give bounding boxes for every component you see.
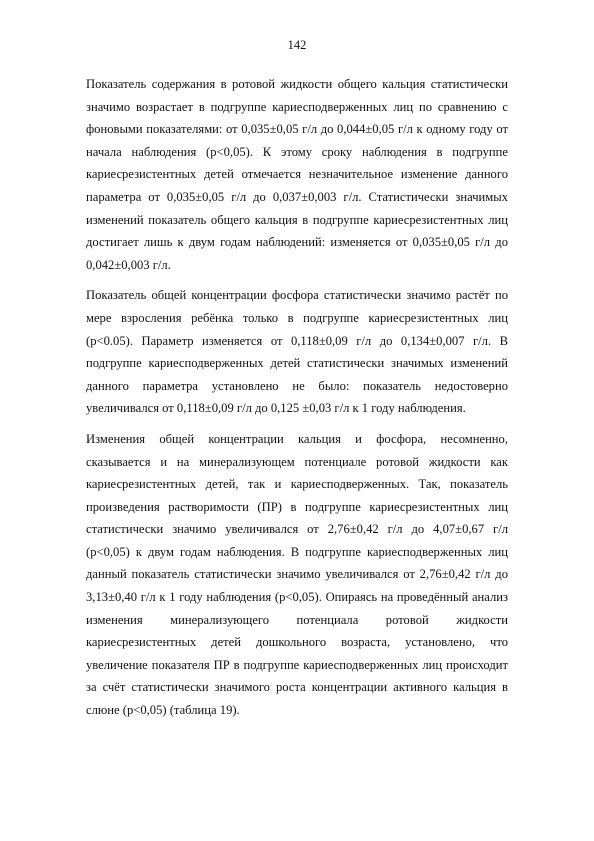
paragraph-solubility-product: Изменения общей концентрации кальция и фосфора, несомненно, сказывается и на минерализующем потенциале ротовой жидкости как кариесрезистентных детей, так и кариесподверженных. Так, показатель произведения растворимости (ПР) в подгруппе кариесрезистентных лиц статистически значимо увеличивался от 2,76±0,42 г/л до 4,07±0,67 г/л (р<0,05) к двум годам наблюдения. В подгруппе кариесподверженных лиц данный показатель статистически значимо увеличивался от 2,76±0,42 г/л до 3,13±0,40 г/л к 1 году наблюдения (р<0,05). Опираясь на проведённый анализ изменения минерализующего потенциала ротовой жидкости кариесрезистентных детей дошкольного возраста, установлено, что увеличение показателя ПР в подгруппе кариесподверженных лиц происходит за счёт статистически значимого роста концентрации активного кальция в слюне (р<0,05) (таблица 19). <box>86 431 508 718</box>
body-text <box>86 73 508 730</box>
paragraph-phosphorus: Показатель общей концентрации фосфора статистически значимо растёт по мере взросления ребёнка только в подгруппе кариесрезистентных лиц (р<0.05). Параметр изменяется от 0,118±0,09 г/л до 0,134±0,007 г/л. В подгруппе кариесподверженных детей статистически значимых изменений данного параметра установлено не было: показатель недостоверно увеличивался от 0,118±0,09 г/л до 0,125 ±0,03 г/л к 1 году наблюдения. <box>86 288 508 416</box>
page-number: 142 <box>287 38 307 52</box>
paragraph-calcium: Показатель содержания в ротовой жидкости общего кальция статистически значимо возрастает в подгруппе кариесподверженных лиц по сравнению с фоновыми показателями: от 0,035±0,05 г/л до 0,044±0,05 г/л к одному году от начала наблюдения (р<0,05). К этому сроку наблюдения в подгруппе кариесрезистентных детей отмечается незначительное изменение данного параметра от 0,035±0,05 г/л до 0,037±0,003 г/л. Статистически значимых изменений показатель общего кальция в подгруппе кариесрезистентных лиц достигает лишь к двум годам наблюдений: изменяется от 0,035±0,05 г/л до 0,042±0,003 г/л. <box>86 77 508 272</box>
